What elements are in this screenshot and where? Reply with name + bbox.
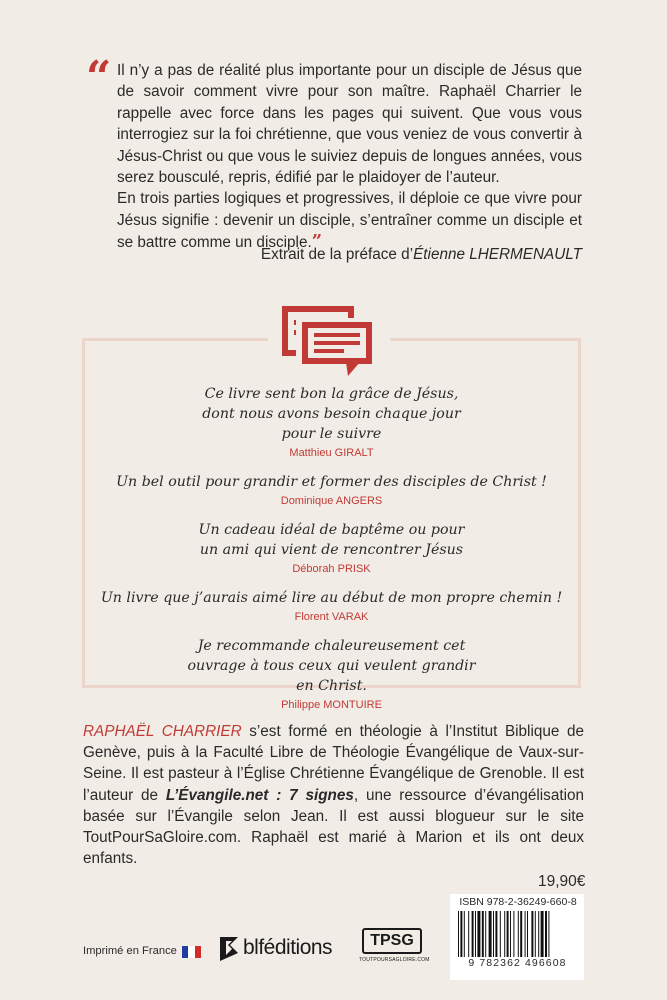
preface-excerpt <box>117 60 582 254</box>
preface-paragraph-1: Il n’y a pas de réalité plus importante pour un disciple de Jésus que de savoir comment vivre pour son maître. Raphaël Charrier le rappelle avec force dans les pages qui suivent. Que vous vous interrogiez sur la foi chrétienne, que vous veniez de vous convertir à Jésus-Christ ou que vous le suiviez depuis de longues années, vous serez bousculé, repris, édifié par le plaidoyer de l’auteur. <box>117 62 582 187</box>
endorsement-author: Florent VARAK <box>294 611 369 623</box>
isbn: ISBN 978-2-36249-660-8 <box>459 896 577 908</box>
price: 19,90€ <box>538 873 586 890</box>
printed-in: Imprimé en France <box>83 945 177 957</box>
blf-logo-icon <box>216 933 242 963</box>
endorsement-quote: Un cadeau idéal de baptême ou pour un ami qui vient de rencontrer Jésus <box>198 522 465 558</box>
preface-attribution: Extrait de la préface d’Étienne LHERMENAULT <box>260 246 582 263</box>
endorsement-author: Déborah PRISK <box>292 563 371 575</box>
endorsement-author: Philippe MONTUIRE <box>281 699 382 711</box>
publisher-logo: blféditions <box>243 936 333 959</box>
endorsement-quote: Un bel outil pour grandir et former des disciples de Christ ! <box>116 474 547 490</box>
endorsement <box>82 472 581 507</box>
endorsement-author: Matthieu GIRALT <box>289 447 374 459</box>
tpsg-logo <box>359 928 430 964</box>
bio-author-name: RAPHAËL CHARRIER <box>83 723 242 740</box>
bio-book-title: L’Évangile.net : 7 signes <box>165 786 354 804</box>
tpsg-site: TOUTPOURSAGLOIRE.COM <box>359 957 430 963</box>
barcode-digits: 9 782362 496608 <box>452 957 583 969</box>
endorsement <box>82 520 581 575</box>
barcode-image <box>456 911 580 957</box>
endorsement-quote: Ce livre sent bon la grâce de Jésus, dont nous avons besoin chaque jour pour le suivre <box>202 386 461 442</box>
preface-paragraph-2: En trois parties logiques et progressives, il déploie ce que vivre pour Jésus signifie : devenir un disciple, s’entraîner comme un disciple et se battre comme un disciple.” <box>117 190 582 253</box>
endorsement <box>82 636 581 711</box>
open-quote-icon: “ <box>86 52 112 103</box>
french-flag-icon <box>182 946 201 958</box>
endorsement-quote: Un livre que j’aurais aimé lire au début de mon propre chemin ! <box>100 590 563 606</box>
author-bio: RAPHAËL CHARRIER s’est formé en théologie à l’Institut Biblique de Genève, puis à la Faculté Libre de Théologie Évangélique de Vaux-sur-Seine. Il est pasteur à l’Église Chrétienne Évangélique de Grenoble. Il est l’auteur de L’Évangile.net : 7 signes, une ressource d’évangélisation basée sur l’Évangile selon Jean. Il est aussi blogueur sur le site ToutPourSaGloire.com. Raphaël est marié à Marion et ils ont deux enfants. <box>83 723 584 868</box>
endorsement-quote: Je recommande chaleureusement cet ouvrage à tous ceux qui veulent grandir en Christ. <box>187 638 476 694</box>
tpsg-logo-text: TPSG <box>362 928 422 954</box>
endorsement <box>82 384 581 459</box>
speech-bubble-icon <box>268 300 390 380</box>
endorsement-author: Dominique ANGERS <box>280 495 383 507</box>
endorsement <box>82 588 581 623</box>
close-quote-icon: ” <box>311 231 323 253</box>
preface-author: Étienne LHERMENAULT <box>413 246 582 263</box>
endorsements-list <box>82 384 581 724</box>
